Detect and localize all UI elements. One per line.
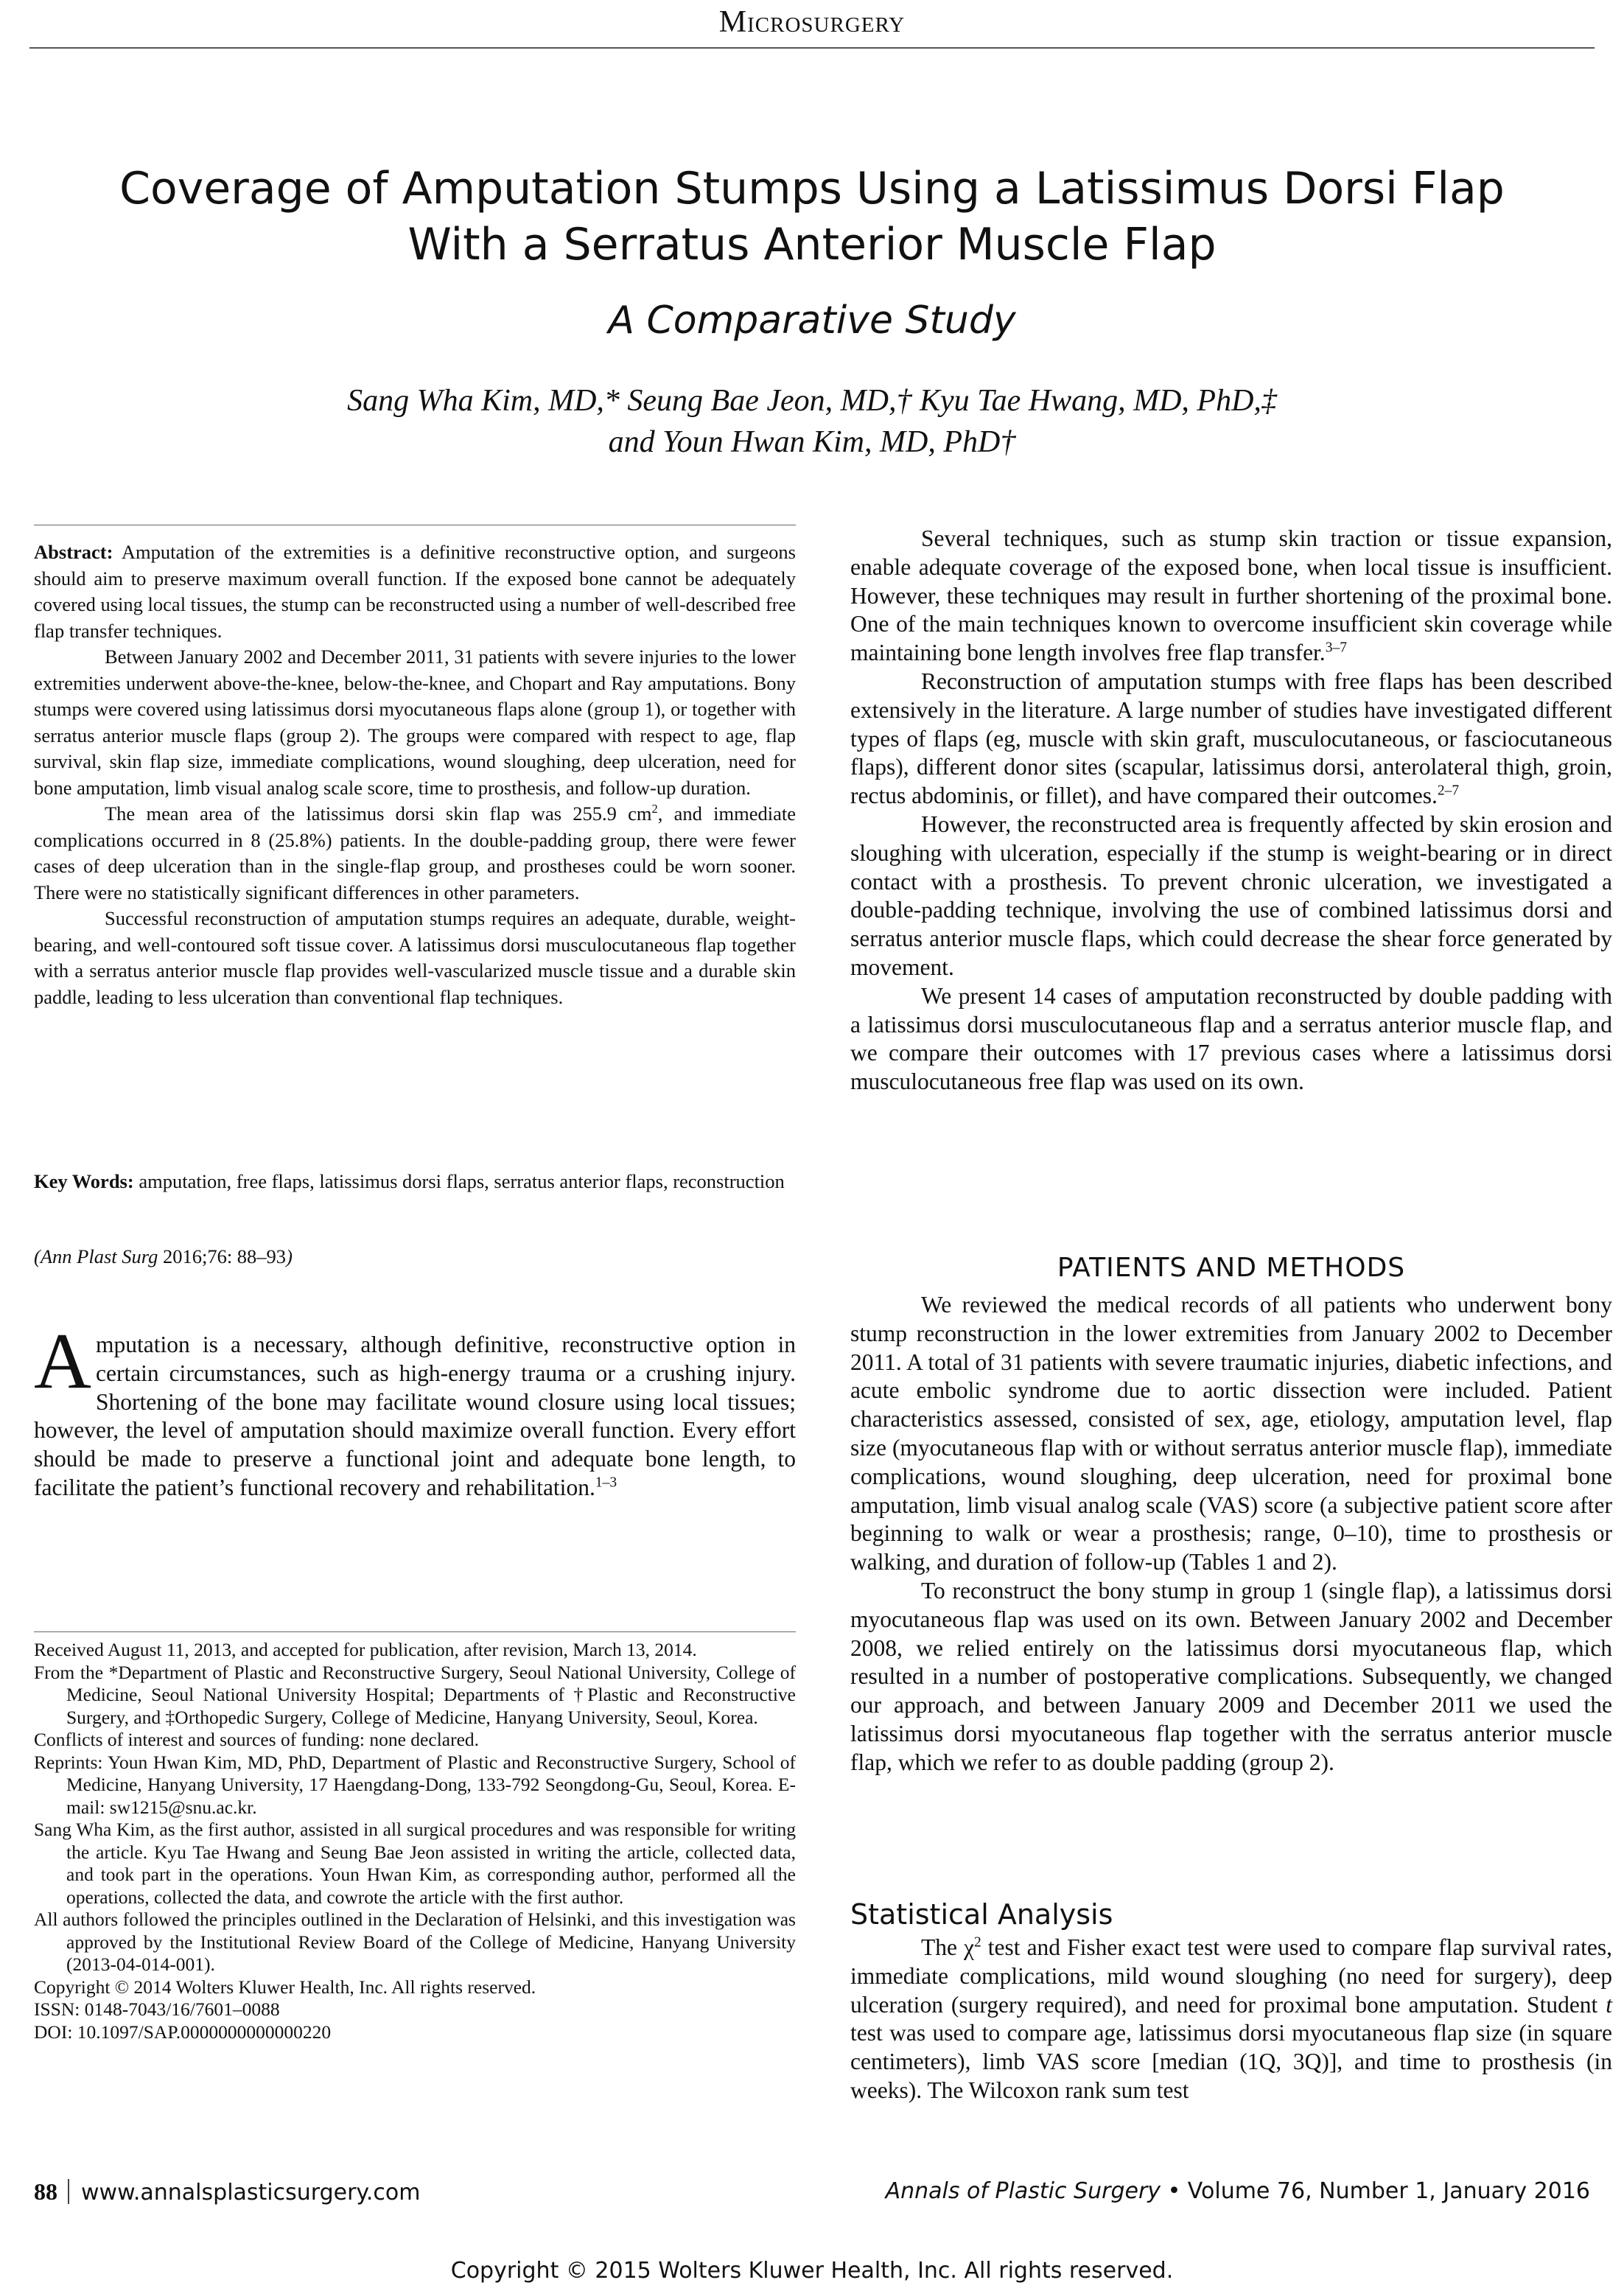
article-title: Coverage of Amputation Stumps Using a Latissimus Dorsi Flap With a Serratus Anterior Muscle Flap [119,163,1505,270]
page-number: 88 [34,2178,57,2205]
introduction-paragraph: Amputation is a necessary, although definitive, reconstructive option in certain circumstances, such as high-energy trauma or a crushing injury. Shortening of the bone may facilitate wound closure using local tissues; however, the level of amputation should maximize overall function. Every effort should be made to preserve a functional joint and adequate bone length, to facilitate the patient’s functional recovery and rehabilitation.$^{1-3}$ [34,1318,796,1500]
footnote-rule [34,1631,796,1632]
methods-paragraph-1: We reviewed the medical records of all patients who underwent bony stump reconstruction in the lower extremities from January 2002 to December 2011. A total of 31 patients with severe traumatic injuries, diabetic infections, and acute embolic syndrome due to aortic dissection were included. Patient characteristics assessed, consisted of sex, age, etiology, amputation level, flap size (myocutaneous flap with or without serratus anterior muscle flap), immediate complications, wound sloughing, deep ulceration, need for proximal bone amputation, limb visual analog scale (VAS) score (a subjective patient score after beginning to walk or wear a prosthesis; range, 0–10), time to prosthesis or walking, and duration of follow-up (Tables 1 and 2). [850,1292,1612,1575]
abstract-paragraph-1: Abstract: Amputation of the extremities is a definitive reconstructive option, and surgeons should aim to preserve maximum overall function. If the exposed bone cannot be adequately covered using local tissues, the stump can be reconstructed using a number of well-described free flap transfer techniques. [34,541,796,642]
journal-issue: • Volume 76, Number 1, January 2016 [1167,2178,1590,2204]
authors-line-1: Sang Wha Kim, MD,* Seung Bae Jeon, MD,† Kyu Tae Hwang, MD, PhD,‡ [347,384,1277,418]
statistics-text [850,1934,1612,2105]
abstract [34,539,796,1010]
footnote-affiliations: From the *Department of Plastic and Reconstructive Surgery, Seoul National University, College of Medicine, Seoul National University Hospital; Departments of †Plastic and Reconstructive Surgery, and ‡Orthopedic Surgery, College of Medicine, Hanyang University, Seoul, Korea. [34,1661,796,1728]
footnote-issn: ISSN: 0148-7043/16/7601–0088 [34,1998,280,2020]
page-footer-right [886,2178,1590,2204]
abstract-paragraph-4: Successful reconstruction of amputation stumps requires an adequate, durable, weight-bearing, and well-contoured soft tissue cover. A latissimus dorsi musculocutaneous flap together with a serratus anterior muscle flap provides well-vascularized muscle tissue and a durable skin paddle, leading to less ulceration than conventional flap techniques. [34,907,796,1008]
page-footer-left [34,2178,421,2206]
footnote-conflicts: Conflicts of interest and sources of funding: none declared. [34,1729,480,1750]
abstract-paragraph-3: The mean area of the latissimus dorsi skin flap was 255.9 $cm^2$, and immediate complications occurred in 8 (25.8%) patients. In the double-padding group, there were fewer cases of deep ulceration than in the single-flap group, and prostheses could be worn sooner. There were no statistically significant differences in other parameters. [34,802,796,903]
footnote-received: Received August 11, 2013, and accepted for publication, after revision, March 13, 2014. [34,1639,697,1660]
citation-journal: Ann Plast Surg [40,1245,158,1267]
footnote-reprints: Reprints: Youn Hwan Kim, MD, PhD, Department of Plastic and Reconstructive Surgery, School of Medicine, Hanyang University, 17 Haengdang-Dong, 133-792 Seongdong-Gu, Seoul, Korea. E-mail: sw1215@snu.ac.kr. [34,1751,796,1818]
abstract-paragraph-2: Between January 2002 and December 2011, 31 patients with severe injuries to the lower extremities underwent above-the-knee, below-the-knee, and Chopart and Ray amputations. Bony stumps were covered using latissimus dorsi myocutaneous flaps alone (group 1), or together with serratus anterior muscle flaps (group 2). The groups were compared with respect to age, flap survival, skin flap size, immediate complications, wound sloughing, deep ulceration, need for bone amputation, limb visual analog scale score, time to prosthesis, and follow-up duration. [34,646,796,799]
methods-text [850,1291,1612,1777]
footnote-ethics: All authors followed the principles outlined in the Declaration of Helsinki, and this investigation was approved by the Institutional Review Board of the College of Medicine, Hanyang University (2013-04-014-001). [34,1909,796,1975]
journal-url[interactable]: www.annalsplasticsurgery.com [81,2180,421,2206]
introduction-continued [850,525,1612,1096]
drop-cap: A [34,1318,91,1405]
statistics-paragraph: The $\chi^2$ test and Fisher exact test were used to compare flap survival rates, immediate complications, mild wound sloughing (no need for surgery), deep ulceration (surgery required), and need for proximal bone amputation. Student t test was used to compare age, latissimus dorsi myocutaneous flap size (in square centimeters), limb VAS score [median (1Q, 3Q)], and time to prosthesis (in weeks). The Wilcoxon rank sum test [850,1934,1612,2103]
citation-details: 2016;76: 88–93 [162,1245,287,1267]
intro-paragraph-3: Reconstruction of amputation stumps with free flaps has been described extensively in the literature. A large number of studies have investigated different types of flaps (eg, muscle with skin graft, musculocutaneous, or fasciocutaneous flaps), different donor sites (scapular, latissimus dorsi, anterolateral thigh, groin, rectus abdominis, or fillet), and have compared their outcomes.$^{2-7}$ [850,668,1612,809]
key-words-text: amputation, free flaps, latissimus dorsi flaps, serratus anterior flaps, reconstruction [139,1170,785,1192]
intro-paragraph-4: However, the reconstructed area is frequently affected by skin erosion and sloughing with ulceration, especially if the stump is weight-bearing or in direct contact with a prosthesis. To prevent chronic ulceration, we investigated a double-padding technique, involving the use of combined latissimus dorsi and serratus anterior muscle flaps, which could decrease the shear force generated by movement. [850,811,1612,980]
footnote-doi: DOI: 10.1097/SAP.0000000000000220 [34,2021,332,2043]
footnotes [34,1639,796,2043]
key-words-label: Key Words: [34,1170,134,1192]
reference-marker: 1–3 [595,1475,617,1491]
footnote-contributions: Sang Wha Kim, as the first author, assisted in all surgical procedures and was responsible for writing the article. Kyu Tae Hwang and Seung Bae Jeon assisted in writing the article, collected data, and took part in the operations. Youn Hwan Kim, as corresponding author, performed all the operations, collected the data, and cowrote the article with the first author. [34,1819,796,1908]
author-list [88,380,1536,463]
footer-divider [68,2179,69,2204]
methods-paragraph-2: To reconstruct the bony stump in group 1 (single flap), a latissimus dorsi myocutaneous flap was used on its own. Between January 2002 and December 2008, we relied entirely on the latissimus dorsi myocutaneous flap, which resulted in a number of postoperative complications. Subsequently, we changed our approach, and between January 2009 and December 2011 we used the latissimus dorsi myocutaneous flap together with the serratus anterior muscle flap, which we refer to as double padding (group 2). [850,1577,1612,1775]
introduction [34,1318,796,1503]
intro-paragraph-5: We present 14 cases of amputation reconstructed by double padding with a latissimus dorsi musculocutaneous flap and a serratus anterior muscle flap, and we compare their outcomes with 17 previous cases where a latissimus dorsi musculocutaneous free flap was used on its own. [850,982,1612,1095]
header-rule [29,47,1595,49]
bottom-copyright: Copyright © 2015 Wolters Kluwer Health, Inc. All rights reserved. [450,2258,1174,2284]
methods-heading: PATIENTS AND METHODS [1057,1253,1406,1283]
footnote-copyright: Copyright © 2014 Wolters Kluwer Health, Inc. All rights reserved. [34,1976,536,1998]
article-subtitle: A Comparative Study [608,298,1016,343]
authors-line-2: and Youn Hwan Kim, MD, PhD† [608,425,1016,459]
journal-name: Annals of Plastic Surgery [885,2178,1161,2204]
intro-paragraph-2: Several techniques, such as stump skin traction or tissue expansion, enable adequate coverage of the exposed bone, when local tissue is insufficient. However, these techniques may result in further shortening of the proximal bone. One of the main techniques known to overcome insufficient skin coverage while maintaining bone length involves free flap transfer.$^{3-7}$ [850,525,1612,666]
citation: (Ann Plast Surg 2016;76: 88–93) [34,1245,293,1267]
section-heading: Microsurgery [718,5,906,39]
abstract-label: Abstract: [34,541,113,563]
statistics-heading: Statistical Analysis [850,1898,1113,1931]
key-words [34,1169,796,1195]
